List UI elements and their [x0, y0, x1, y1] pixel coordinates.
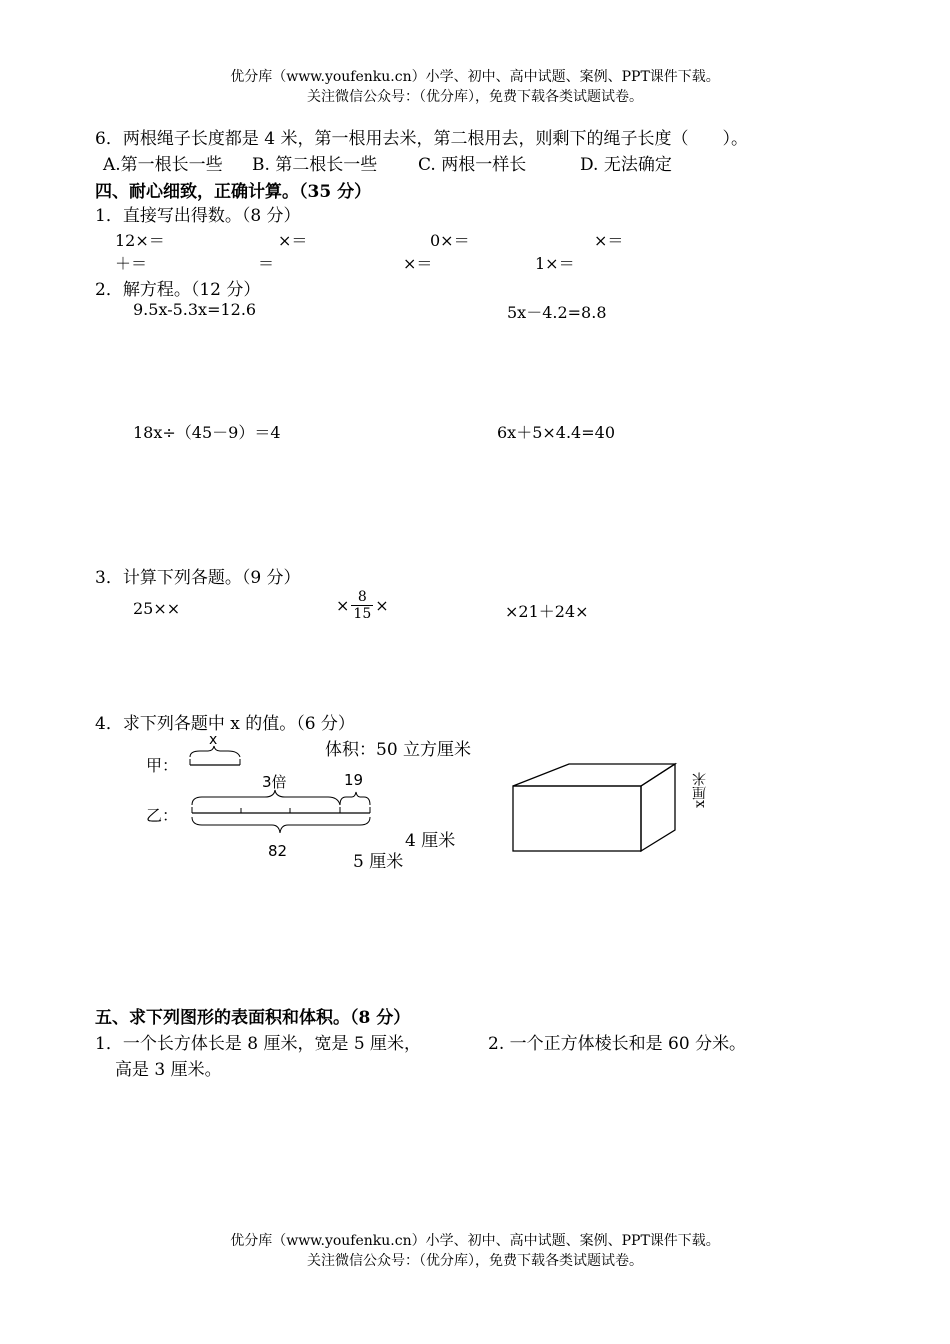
- oral-calc-5: ＋＝: [115, 254, 148, 273]
- oral-calc-3: 0×＝: [430, 231, 470, 250]
- yi-brace-82: [192, 817, 370, 833]
- yi-brace-19: [340, 792, 370, 805]
- segment-diagram: [180, 745, 380, 845]
- header-line-2: 关注微信公众号：（优分库），免费下载各类试题试卷。: [307, 89, 643, 105]
- oral-calc-7: ×＝: [403, 254, 433, 273]
- q5-2: 2. 一个正方体棱长和是 60 分米。: [488, 1034, 747, 1054]
- equation-4: 6x＋5×4.4=40: [497, 423, 616, 442]
- oral-calc-2: ×＝: [278, 231, 308, 250]
- q6-option-d: D. 无法确定: [580, 155, 672, 175]
- calc-3: ×21＋24×: [505, 602, 589, 621]
- label-jia: 甲：: [146, 756, 179, 775]
- p3-title: 3．计算下列各题。（9 分）: [95, 568, 301, 588]
- calc-2: [336, 589, 389, 622]
- yi-brace-3x: [192, 790, 340, 805]
- q6-option-a: A.第一根长一些: [103, 155, 223, 175]
- depth-label: 4 厘米: [405, 831, 456, 851]
- equation-1: 9.5x-5.3x=12.6: [133, 300, 257, 319]
- label-82: 82: [268, 842, 288, 860]
- equation-2: 5x－4.2=8.8: [507, 303, 607, 322]
- calc-2-pre: ×: [336, 596, 350, 615]
- q6-option-b: B. 第二根长一些: [252, 155, 378, 175]
- cuboid-front-face: [513, 786, 641, 851]
- p1-title: 1．直接写出得数。（8 分）: [95, 206, 301, 226]
- label-19: 19: [344, 771, 364, 789]
- label-x: x: [209, 732, 218, 748]
- section4-title: 四、耐心细致，正确计算。（35 分）: [95, 182, 372, 202]
- cuboid-side-face: [641, 764, 675, 851]
- q5-1-line2: 高是 3 厘米。: [115, 1060, 222, 1080]
- cuboid-top-face: [513, 764, 675, 786]
- q6-option-c: C. 两根一样长: [418, 155, 527, 175]
- jia-brace: [190, 746, 240, 757]
- calc-2-post: ×: [375, 596, 389, 615]
- footer-line-2: 关注微信公众号：（优分库），免费下载各类试题试卷。: [307, 1253, 643, 1269]
- p4-title: 4．求下列各题中 x 的值。（6 分）: [95, 714, 355, 734]
- oral-calc-4: ×＝: [594, 231, 624, 250]
- length-label: 5 厘米: [353, 852, 404, 872]
- q5-1-line1: 1．一个长方体长是 8 厘米，宽是 5 厘米，: [95, 1034, 422, 1054]
- volume-label: 体积：50 立方厘米: [325, 740, 472, 760]
- equation-3: 18x÷（45－9）＝4: [133, 423, 281, 442]
- fraction-denominator: 15: [353, 606, 372, 622]
- cuboid-diagram: [505, 758, 685, 858]
- label-yi: 乙：: [146, 806, 179, 825]
- section5-title: 五、求下列图形的表面积和体积。（8 分）: [95, 1008, 411, 1028]
- footer-line-1: 优分库（www.youfenku.cn）小学、初中、高中试题、案例、PPT课件下载。: [230, 1233, 720, 1249]
- calc-1: 25××: [133, 599, 181, 618]
- fraction-8-15: [351, 589, 373, 622]
- q6-text: 6．两根绳子长度都是 4 米，第一根用去米，第二根用去，则剩下的绳子长度（ ）。: [95, 129, 748, 149]
- height-label: x厘米: [692, 772, 708, 808]
- header-line-1: 优分库（www.youfenku.cn）小学、初中、高中试题、案例、PPT课件下载。: [230, 69, 720, 85]
- label-3-times: 3倍: [262, 773, 287, 791]
- oral-calc-8: 1×＝: [535, 254, 575, 273]
- p2-title: 2．解方程。（12 分）: [95, 280, 261, 300]
- oral-calc-6: ＝: [258, 254, 275, 273]
- fraction-numerator: 8: [351, 589, 373, 606]
- oral-calc-1: 12×＝: [115, 231, 165, 250]
